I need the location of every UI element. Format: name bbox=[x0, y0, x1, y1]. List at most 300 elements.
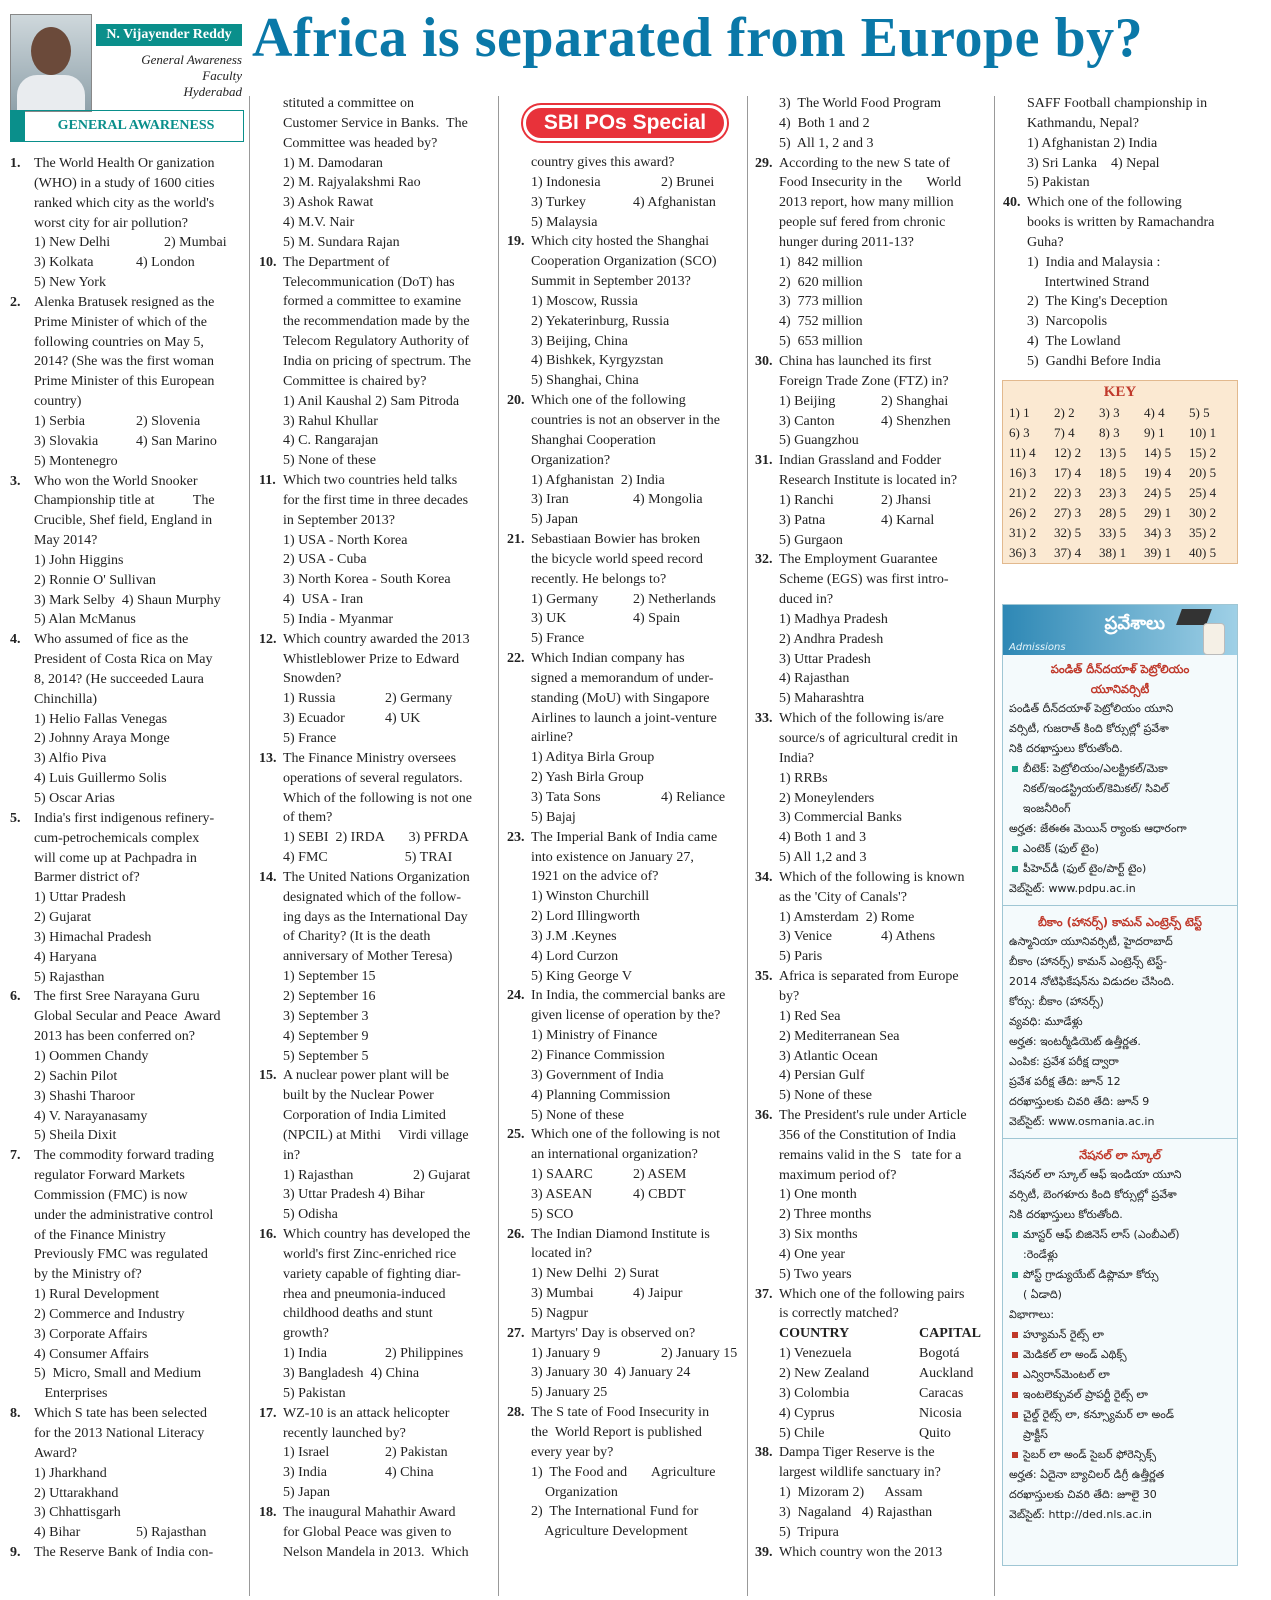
answer-key-entry: 20) 5 bbox=[1189, 465, 1217, 480]
answer-key-row bbox=[1003, 463, 1237, 483]
question-number: 9. bbox=[10, 1545, 21, 1561]
option-line: 1) Afghanistan 2) India bbox=[1027, 135, 1158, 151]
question-text-line: world's first Zinc-enriched rice bbox=[283, 1246, 457, 1262]
option-line: 4) Both 1 and 3 bbox=[779, 830, 867, 846]
option-line: 1) USA - North Korea bbox=[283, 532, 408, 548]
answer-key-entry: 21) 2 bbox=[1009, 485, 1037, 500]
option-text: 1) January 9 bbox=[531, 1345, 601, 1361]
question-number: 2. bbox=[10, 294, 21, 310]
question-line bbox=[755, 550, 989, 570]
question-text: The inaugural Mahathir Award bbox=[283, 1504, 456, 1520]
admissions-text: కోర్సు: బీకాం (హానర్స్) bbox=[1009, 995, 1104, 1008]
question-text: The commodity forward trading bbox=[34, 1148, 215, 1164]
question-text: A nuclear power plant will be bbox=[283, 1068, 450, 1084]
question-text-line: 2013 has been conferred on? bbox=[34, 1029, 195, 1045]
question-line bbox=[10, 630, 244, 650]
option-text: 3) Ecuador bbox=[283, 711, 345, 727]
option-text: 4) Karnal bbox=[881, 512, 935, 528]
admissions-bullet: ఎంటెక్ (ఫుల్ టైం) bbox=[1009, 839, 1231, 859]
option-line: 2) USA - Cuba bbox=[283, 552, 367, 568]
sbi-pos-special-badge: SBI POs Special bbox=[507, 94, 743, 152]
option-text: 1) SAARC bbox=[531, 1167, 593, 1183]
option-text: 3) Canton bbox=[779, 413, 835, 429]
question-line bbox=[507, 1324, 743, 1344]
answer-key-entry: 32) 5 bbox=[1054, 525, 1082, 540]
question-text-line: Summit in September 2013? bbox=[531, 274, 691, 290]
option-line: 5) Tripura bbox=[779, 1524, 839, 1540]
question-text-line: the World Report is published bbox=[531, 1425, 702, 1440]
table-header bbox=[755, 1324, 989, 1344]
question-text-line: country) bbox=[34, 394, 82, 410]
option-line: 3) Rahul Khullar bbox=[283, 413, 378, 429]
question-line bbox=[507, 1125, 743, 1145]
option-line: 3) Shashi Tharoor bbox=[34, 1088, 135, 1104]
question-text-line: in? bbox=[283, 1147, 301, 1163]
option-line: 3) September 3 bbox=[283, 1008, 369, 1024]
question-text: Which S tate has been selected bbox=[34, 1406, 207, 1422]
option-text: COUNTRY bbox=[779, 1326, 850, 1342]
question-number: 24. bbox=[507, 988, 525, 1004]
option-line bbox=[507, 490, 743, 510]
option-text: 2) Mumbai bbox=[164, 235, 227, 251]
option-line: 3) Beijing, China bbox=[531, 333, 628, 349]
admissions-text: నికి దరఖాస్తులు కోరుతోంది. bbox=[1009, 742, 1123, 755]
admissions-text: దరఖాస్తులకు చివరి తేది: జూన్ 9 bbox=[1009, 1095, 1150, 1108]
option-line: 5) Rajasthan bbox=[34, 969, 105, 985]
admissions-text: వ్యవధి: మూడేళ్లు bbox=[1009, 1015, 1083, 1028]
option-line bbox=[507, 788, 743, 808]
question-text-line: Award? bbox=[34, 1445, 78, 1461]
question-text-line: countries is not an observer in the bbox=[531, 412, 720, 428]
option-text: 2) Germany bbox=[385, 691, 453, 707]
admissions-text: ఉస్మానియా యూనివర్సిటీ, హైదరాబాద్ bbox=[1009, 935, 1173, 948]
option-line: 2) Yash Birla Group bbox=[531, 770, 644, 786]
option-text: 4) Bihar bbox=[34, 1525, 81, 1541]
answer-key-entry: 9) 1 bbox=[1144, 425, 1165, 440]
question-text-line: Guha? bbox=[1027, 234, 1064, 250]
option-line bbox=[507, 193, 743, 213]
question-text-line: Committee was headed by? bbox=[283, 135, 438, 151]
question-text-line: standing (MoU) with Singapore bbox=[531, 690, 710, 706]
option-line: 3) Mark Selby 4) Shaun Murphy bbox=[34, 592, 221, 608]
option-text: 4) UK bbox=[385, 711, 421, 727]
option-line: 1) SEBI 2) IRDA 3) PFRDA bbox=[283, 830, 469, 846]
admissions-bullet: మెడికల్ లా అండ్ ఎథిక్స్ bbox=[1009, 1345, 1231, 1365]
question-line bbox=[507, 986, 743, 1006]
option-text: 1) Israel bbox=[283, 1445, 330, 1461]
question-text-line: India? bbox=[779, 750, 814, 766]
option-text: 5) Chile bbox=[779, 1425, 825, 1441]
option-text: 3) Mumbai bbox=[531, 1286, 594, 1302]
admissions-text: 2014 నోటిఫికేషన్‌ను విడుదల చేసింది. bbox=[1009, 975, 1175, 988]
option-line: 5) New York bbox=[34, 275, 106, 291]
option-text: 3) Tata Sons bbox=[531, 790, 601, 805]
admissions-text: అర్హత: జేఈఈ మెయిన్ ర్యాంకు ఆధారంగా bbox=[1009, 822, 1187, 835]
option-text: Caracas bbox=[919, 1385, 964, 1401]
question-text-line: Kathmandu, Nepal? bbox=[1027, 115, 1139, 131]
option-line bbox=[507, 1165, 743, 1185]
option-text: 1) New Delhi bbox=[34, 235, 111, 251]
option-line: 5) Nagpur bbox=[531, 1305, 589, 1321]
question-line bbox=[755, 1543, 989, 1563]
option-line: 3) J.M .Keynes bbox=[531, 928, 617, 944]
answer-key-entry: 24) 5 bbox=[1144, 485, 1172, 500]
answer-key-row bbox=[1003, 443, 1237, 463]
option-line: 1) Oommen Chandy bbox=[34, 1048, 149, 1064]
admissions-text: వెబ్‌సైట్: www.pdpu.ac.in bbox=[1009, 882, 1136, 895]
question-line bbox=[259, 1066, 493, 1086]
question-text: The S tate of Food Insecurity in bbox=[531, 1405, 710, 1421]
option-text: 3) Patna bbox=[779, 512, 826, 528]
option-text: 2) ASEM bbox=[633, 1167, 687, 1183]
admissions-text: నికి దరఖాస్తులు కోరుతోంది. bbox=[1009, 1208, 1123, 1221]
admissions-bullet: ఇంటలెక్చువల్ ప్రాపర్టీ రైట్స్ లా bbox=[1009, 1385, 1231, 1405]
answer-key-entry: 17) 4 bbox=[1054, 465, 1082, 480]
option-line: 5) Two years bbox=[779, 1266, 852, 1282]
option-line: 1) John Higgins bbox=[34, 552, 124, 568]
admissions-text: పండిత్ దీన్‌దయాళ్ పెట్రోలియం యూని bbox=[1009, 702, 1174, 715]
question-number: 21. bbox=[507, 532, 525, 548]
option-text: 4) Cyprus bbox=[779, 1405, 835, 1421]
option-line bbox=[259, 1344, 493, 1364]
question-text-line: Research Institute is located in? bbox=[779, 473, 958, 489]
question-text-line: every year by? bbox=[531, 1444, 614, 1460]
question-text-line: 8, 2014? (He succeeded Laura bbox=[34, 671, 204, 687]
option-line: 1) Amsterdam 2) Rome bbox=[779, 909, 915, 925]
option-line bbox=[259, 689, 493, 709]
admissions-separator bbox=[1003, 1138, 1237, 1139]
answer-key-entry: 1) 1 bbox=[1009, 405, 1030, 420]
option-line: 2) 620 million bbox=[779, 274, 863, 290]
option-text: 4) London bbox=[136, 255, 195, 271]
option-line: 4) Consumer Affairs bbox=[34, 1346, 149, 1362]
question-number: 32. bbox=[755, 552, 773, 568]
option-line: 1) Anil Kaushal 2) Sam Pitroda bbox=[283, 393, 460, 409]
option-line: 5) Japan bbox=[283, 1485, 331, 1501]
author-name: N. Vijayender Reddy bbox=[96, 24, 242, 46]
option-text: 1) Rajasthan bbox=[283, 1167, 354, 1183]
question-text-line: designated which of the follow- bbox=[283, 889, 462, 905]
question-text: The World Health Or ganization bbox=[34, 156, 215, 171]
option-line: 4) Lord Curzon bbox=[531, 948, 619, 964]
answer-key-row bbox=[1003, 403, 1237, 423]
answer-key-row bbox=[1003, 543, 1237, 563]
option-line bbox=[507, 1344, 743, 1364]
option-line: 2) Mediterranean Sea bbox=[779, 1028, 900, 1044]
question-text-line: Commission (FMC) is now bbox=[34, 1187, 188, 1203]
question-text-line: for the first time in three decades bbox=[283, 492, 469, 508]
question-line bbox=[10, 1543, 244, 1563]
question-text-line: people suf fered from chronic bbox=[779, 215, 946, 231]
question-line bbox=[755, 451, 989, 471]
option-line: 3) The World Food Program bbox=[779, 96, 942, 111]
question-text: The Reserve Bank of India con- bbox=[34, 1545, 214, 1561]
question-text-line: SAFF Football championship in bbox=[1027, 96, 1208, 111]
question-text-line: airline? bbox=[531, 730, 573, 746]
question-line bbox=[10, 987, 244, 1007]
option-text: 4) Jaipur bbox=[633, 1286, 683, 1302]
option-line: 4) Both 1 and 2 bbox=[779, 115, 870, 131]
answer-key-entry: 30) 2 bbox=[1189, 505, 1217, 520]
question-text-line: Organization bbox=[531, 1484, 618, 1500]
option-text: 1) Germany bbox=[531, 591, 599, 607]
option-line: 1) Uttar Pradesh bbox=[34, 890, 126, 906]
question-text-line: Previously FMC was regulated bbox=[34, 1247, 208, 1263]
option-line: 3) Himachal Pradesh bbox=[34, 929, 152, 945]
option-line bbox=[259, 1443, 493, 1463]
question-text-line: Enterprises bbox=[34, 1386, 108, 1402]
answer-key-row bbox=[1003, 483, 1237, 503]
question-text: Who assumed of fice as the bbox=[34, 632, 189, 648]
option-line: 3) Sri Lanka 4) Nepal bbox=[1027, 155, 1160, 171]
option-line: 2) Sachin Pilot bbox=[34, 1068, 118, 1084]
option-line: 2) The King's Deception bbox=[1027, 294, 1168, 310]
question-number: 15. bbox=[259, 1068, 277, 1084]
answer-key-entry: 18) 5 bbox=[1099, 465, 1127, 480]
admissions-text: ఎంపిక: ప్రవేశ పరీక్ష ద్వారా bbox=[1009, 1055, 1119, 1068]
question-text-line: formed a committee to examine bbox=[283, 294, 462, 310]
answer-key-entry: 34) 3 bbox=[1144, 525, 1172, 540]
question-text-line: (WHO) in a study of 1600 cities bbox=[34, 175, 215, 191]
answer-key-entry: 6) 3 bbox=[1009, 425, 1030, 440]
option-text: 4) Shenzhen bbox=[881, 413, 951, 429]
question-text-line: Chinchilla) bbox=[34, 691, 97, 707]
option-text: 2) Jhansi bbox=[881, 492, 932, 508]
option-line: 1) India and Malaysia : bbox=[1027, 254, 1161, 270]
admissions-institute-title: యూనివర్సిటీ bbox=[1090, 682, 1150, 696]
question-line bbox=[10, 472, 244, 492]
question-text-line: anniversary of Mother Teresa) bbox=[283, 949, 453, 965]
question-text-line: recently launched by? bbox=[283, 1425, 406, 1441]
answer-key-entry: 22) 3 bbox=[1054, 485, 1082, 500]
question-line bbox=[755, 967, 989, 987]
option-line bbox=[10, 432, 244, 452]
option-line: 1) September 15 bbox=[283, 969, 376, 985]
question-number: 13. bbox=[259, 750, 277, 766]
option-line: 5) None of these bbox=[531, 1107, 624, 1123]
answer-key-entry: 35) 2 bbox=[1189, 525, 1217, 540]
question-text: Dampa Tiger Reserve is the bbox=[779, 1445, 935, 1461]
admissions-text: :రెండేళ్లు bbox=[1023, 1248, 1058, 1261]
question-text: The United Nations Organization bbox=[283, 869, 470, 885]
option-line: 4) Haryana bbox=[34, 949, 97, 965]
admissions-bullet: పీహెచ్‌డీ (ఫుల్ టైం/పార్ట్ టైం) bbox=[1009, 859, 1231, 879]
question-line bbox=[755, 1285, 989, 1305]
question-number: 40. bbox=[1003, 195, 1021, 211]
answer-key-entry: 4) 4 bbox=[1144, 405, 1165, 420]
question-text-line: growth? bbox=[283, 1326, 329, 1342]
option-line: 5) Micro, Small and Medium bbox=[34, 1366, 202, 1382]
option-line: 3) January 30 4) January 24 bbox=[531, 1365, 691, 1381]
question-text: Which one of the following is not bbox=[531, 1127, 720, 1143]
page-title: Africa is separated from Europe by? bbox=[252, 7, 1144, 69]
question-column-1 bbox=[10, 154, 244, 1563]
question-line bbox=[10, 809, 244, 829]
option-line: 2) Johnny Araya Monge bbox=[34, 731, 170, 747]
question-text-line: for the 2013 National Literacy bbox=[34, 1426, 205, 1441]
question-number: 39. bbox=[755, 1544, 773, 1560]
option-text: 3) ASEAN bbox=[531, 1186, 593, 1202]
question-number: 19. bbox=[507, 234, 525, 250]
question-line bbox=[10, 1404, 244, 1424]
question-text-line: stituted a committee on bbox=[283, 96, 415, 111]
section-label: GENERAL AWARENESS bbox=[10, 110, 244, 142]
option-line: 5) King George V bbox=[531, 968, 632, 984]
admissions-text: వర్సిటీ, బెంగళూరు కింది కోర్సుల్లో ప్రవేశా bbox=[1009, 1188, 1177, 1201]
question-text-line: Prime Minister of this European bbox=[34, 374, 215, 390]
option-line bbox=[755, 1344, 989, 1364]
question-text: Which country awarded the 2013 bbox=[283, 631, 470, 647]
option-text: 2) Shanghai bbox=[881, 393, 949, 409]
question-line bbox=[507, 649, 743, 669]
admissions-box bbox=[1002, 604, 1238, 1566]
question-number: 37. bbox=[755, 1286, 773, 1302]
author-role: General Awareness Faculty Hyderabad bbox=[141, 52, 242, 99]
question-text-line: recently. He belongs to? bbox=[531, 571, 667, 587]
option-line: 1) M. Damodaran bbox=[283, 155, 383, 171]
option-line: 1) Afghanistan 2) India bbox=[531, 472, 665, 488]
option-line: 5) Pakistan bbox=[1027, 175, 1090, 191]
option-line: 5) Alan McManus bbox=[34, 612, 136, 628]
option-text: 2) Netherlands bbox=[633, 591, 716, 607]
option-line: 2) The International Fund for bbox=[531, 1504, 699, 1520]
question-text: Martyrs' Day is observed on? bbox=[531, 1325, 696, 1341]
question-text-line: childhood deaths and stunt bbox=[283, 1306, 433, 1322]
answer-key-entry: 36) 3 bbox=[1009, 545, 1037, 560]
option-line: 5) All 1, 2 and 3 bbox=[779, 135, 874, 151]
question-text-line: 356 of the Constitution of India bbox=[779, 1127, 956, 1143]
option-line: 2) Finance Commission bbox=[531, 1047, 665, 1063]
option-line: 2) Commerce and Industry bbox=[34, 1306, 185, 1322]
question-text-line: 2014? (She was the first woman bbox=[34, 354, 215, 370]
option-line bbox=[755, 491, 989, 511]
admissions-header bbox=[1003, 605, 1237, 655]
admissions-text: అర్హత: ఇంటర్మీడియెట్ ఉత్తీర్ణత. bbox=[1009, 1035, 1141, 1048]
question-text-line: 2013 report, how many million bbox=[779, 195, 954, 211]
question-text-line: Intertwined Strand bbox=[1027, 274, 1150, 290]
option-line: 4) FMC 5) TRAI bbox=[283, 850, 453, 866]
answer-key-entry: 8) 3 bbox=[1099, 425, 1120, 440]
option-line: 3) Bangladesh 4) China bbox=[283, 1366, 420, 1381]
question-line bbox=[259, 868, 493, 888]
option-text: 4) San Marino bbox=[136, 433, 217, 449]
question-text: The first Sree Narayana Guru bbox=[34, 989, 200, 1005]
question-number: 31. bbox=[755, 453, 773, 469]
answer-key-entry: 13) 5 bbox=[1099, 445, 1127, 460]
option-text: 3) UK bbox=[531, 611, 567, 627]
question-text: Which one of the following bbox=[531, 393, 686, 409]
question-line bbox=[755, 154, 989, 174]
question-number: 7. bbox=[10, 1148, 21, 1164]
question-number: 14. bbox=[259, 869, 277, 885]
question-text: India's first indigenous refinery- bbox=[34, 810, 215, 826]
question-column-5 bbox=[1003, 94, 1239, 372]
question-text: Indian Grassland and Fodder bbox=[779, 453, 942, 469]
question-number: 26. bbox=[507, 1226, 525, 1242]
option-line: 1) Aditya Birla Group bbox=[531, 750, 655, 766]
option-line: 1) One month bbox=[779, 1187, 857, 1203]
question-text-line: given license of operation by the? bbox=[531, 1008, 721, 1024]
question-line bbox=[507, 828, 743, 848]
option-line: 3) Alfio Piva bbox=[34, 751, 107, 767]
question-text-line: Customer Service in Banks. The bbox=[283, 115, 468, 131]
option-line: 2) September 16 bbox=[283, 988, 376, 1004]
question-text-line: ing days as the International Day bbox=[283, 909, 468, 925]
option-text: 1) Ranchi bbox=[779, 492, 834, 508]
question-line bbox=[507, 232, 743, 252]
question-number: 34. bbox=[755, 869, 773, 885]
option-line: 5) M. Sundara Rajan bbox=[283, 234, 400, 250]
option-line: 5) France bbox=[283, 731, 337, 746]
option-line: 3) North Korea - South Korea bbox=[283, 572, 451, 588]
option-line: 2) Three months bbox=[779, 1207, 872, 1223]
question-text-line: of the Finance Ministry bbox=[34, 1227, 166, 1243]
question-text: Africa is separated from Europe bbox=[779, 969, 959, 985]
answer-key-entry: 33) 5 bbox=[1099, 525, 1127, 540]
question-number: 12. bbox=[259, 631, 277, 647]
question-text: In India, the commercial banks are bbox=[531, 988, 726, 1004]
question-number: 33. bbox=[755, 711, 773, 727]
option-line: 5) Japan bbox=[531, 512, 579, 528]
admissions-text: వెబ్‌సైట్: www.osmania.ac.in bbox=[1009, 1115, 1155, 1128]
question-text: Which of the following is/are bbox=[779, 711, 944, 727]
column-divider bbox=[994, 96, 995, 1596]
option-line: 2) Uttarakhand bbox=[34, 1485, 119, 1501]
question-text-line: Prime Minister of which of the bbox=[34, 314, 208, 330]
question-line bbox=[507, 1225, 743, 1245]
question-number: 16. bbox=[259, 1227, 277, 1243]
question-text-line: of Charity? (It is the death bbox=[283, 929, 431, 945]
admissions-bullet: పోస్ట్ గ్రాడ్యుయేట్ డిప్లొమా కోర్సు bbox=[1009, 1265, 1231, 1285]
question-text: Who won the World Snooker bbox=[34, 473, 198, 489]
option-line bbox=[10, 412, 244, 432]
option-line: 5) Bajaj bbox=[531, 809, 576, 825]
question-column-3 bbox=[507, 94, 743, 1542]
question-text: Sebastiaan Bowier has broken bbox=[531, 532, 701, 548]
question-line bbox=[10, 293, 244, 313]
option-line: 4) Luis Guillermo Solis bbox=[34, 771, 167, 787]
option-line: 1) Mizoram 2) Assam bbox=[779, 1485, 923, 1501]
question-text-line: President of Costa Rica on May bbox=[34, 652, 213, 668]
question-line bbox=[259, 253, 493, 273]
question-text-line: Global Secular and Peace Award bbox=[34, 1009, 221, 1025]
question-number: 10. bbox=[259, 254, 277, 270]
option-line: 3) Chhattisgarh bbox=[34, 1505, 121, 1521]
question-text: The Department of bbox=[283, 254, 390, 270]
option-line: 3) Uttar Pradesh 4) Bihar bbox=[283, 1187, 425, 1203]
option-line: 1) Madhya Pradesh bbox=[779, 611, 888, 627]
option-line: 5) Odisha bbox=[283, 1207, 338, 1223]
option-line: 5) Sheila Dixit bbox=[34, 1128, 117, 1144]
admissions-bullet: సైబర్ లా అండ్ సైబర్ ఫోరెన్సిక్స్ bbox=[1009, 1445, 1231, 1465]
option-line bbox=[507, 609, 743, 629]
question-text-line: built by the Nuclear Power bbox=[283, 1088, 434, 1104]
question-text-line: the bicycle world speed record bbox=[531, 551, 703, 567]
option-text: 1) Russia bbox=[283, 691, 336, 707]
option-line: 5) Pakistan bbox=[283, 1385, 346, 1401]
option-line: 1) Ministry of Finance bbox=[531, 1028, 658, 1044]
option-text: 4) Mongolia bbox=[633, 492, 703, 508]
option-line: 1) Moscow, Russia bbox=[531, 293, 638, 309]
question-text: China has launched its first bbox=[779, 353, 932, 369]
admissions-text: ( ఏడాది) bbox=[1023, 1288, 1062, 1301]
option-line: 2) Andhra Pradesh bbox=[779, 631, 884, 647]
admissions-institute-title: పండిత్ దీన్‌దయాళ్ పెట్రోలియం bbox=[1050, 662, 1190, 676]
option-line: 5) Montenegro bbox=[34, 453, 118, 469]
question-text: Which city hosted the Shanghai bbox=[531, 234, 710, 250]
option-line: 2) Moneylenders bbox=[779, 790, 875, 806]
option-line: 5) Paris bbox=[779, 949, 823, 965]
